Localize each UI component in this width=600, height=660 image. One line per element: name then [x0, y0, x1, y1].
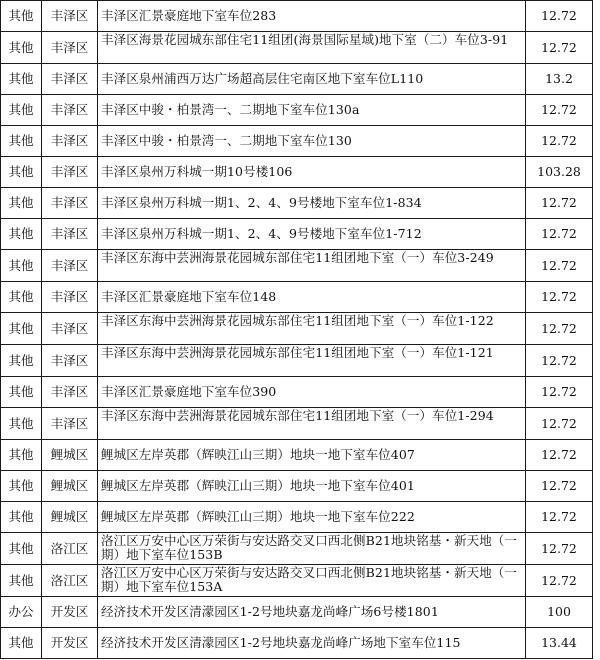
address-cell: 洛江区万安中心区万荣街与安达路交叉口西北侧B21地块铭基・新天地（一期）地下室车位153B	[98, 533, 526, 565]
district-cell: 洛江区	[42, 565, 98, 597]
district-cell: 丰泽区	[42, 188, 98, 219]
address-cell: 洛江区万安中心区万荣街与安达路交叉口西北侧B21地块铭基・新天地（一期）地下室车位153A	[98, 565, 526, 597]
area-cell: 13.2	[526, 64, 593, 95]
table-row	[1, 188, 593, 219]
area-cell: 12.72	[526, 1, 593, 32]
address-cell: 丰泽区泉州万科城一期1、2、4、9号楼地下室车位1-712	[98, 219, 526, 250]
table-row	[1, 95, 593, 126]
district-cell: 丰泽区	[42, 1, 98, 32]
district-cell: 鲤城区	[42, 440, 98, 471]
area-cell: 12.72	[526, 282, 593, 313]
type-cell: 其他	[1, 440, 42, 471]
area-cell: 12.72	[526, 565, 593, 597]
type-cell: 其他	[1, 95, 42, 126]
table-row	[1, 471, 593, 502]
area-cell: 12.72	[526, 377, 593, 408]
table-row	[1, 440, 593, 471]
area-cell: 12.72	[526, 313, 593, 345]
type-cell: 其他	[1, 377, 42, 408]
type-cell: 其他	[1, 313, 42, 345]
area-cell: 12.72	[526, 250, 593, 282]
address-cell: 丰泽区泉州浦西万达广场超高层住宅南区地下室车位L110	[98, 64, 526, 95]
area-cell: 12.72	[526, 32, 593, 64]
address-cell: 丰泽区东海中芸洲海景花园城东部住宅11组团地下室（一）车位1-121	[98, 345, 526, 377]
address-cell: 经济技术开发区清濛园区1-2号地块嘉龙尚峰广场6号楼1801	[98, 597, 526, 628]
table-row	[1, 250, 593, 282]
address-cell: 丰泽区泉州万科城一期10号楼106	[98, 157, 526, 188]
table-row	[1, 313, 593, 345]
table-row	[1, 157, 593, 188]
address-cell: 丰泽区汇景豪庭地下室车位390	[98, 377, 526, 408]
area-cell: 12.72	[526, 345, 593, 377]
table-row	[1, 345, 593, 377]
type-cell: 其他	[1, 471, 42, 502]
address-cell: 丰泽区东海中芸洲海景花园城东部住宅11组团地下室（一）车位1-122	[98, 313, 526, 345]
area-cell: 12.72	[526, 126, 593, 157]
type-cell: 其他	[1, 64, 42, 95]
area-cell: 103.28	[526, 157, 593, 188]
district-cell: 洛江区	[42, 533, 98, 565]
area-cell: 12.72	[526, 95, 593, 126]
address-cell: 丰泽区东海中芸洲海景花园城东部住宅11组团地下室（一）车位1-294	[98, 408, 526, 440]
table-row	[1, 219, 593, 250]
type-cell: 办公	[1, 597, 42, 628]
type-cell: 其他	[1, 628, 42, 659]
type-cell: 其他	[1, 188, 42, 219]
table-row	[1, 408, 593, 440]
address-cell: 丰泽区汇景豪庭地下室车位283	[98, 1, 526, 32]
district-cell: 丰泽区	[42, 282, 98, 313]
district-cell: 鲤城区	[42, 471, 98, 502]
table-row	[1, 32, 593, 64]
type-cell: 其他	[1, 565, 42, 597]
area-cell: 12.72	[526, 188, 593, 219]
area-cell: 12.72	[526, 440, 593, 471]
address-cell: 丰泽区中骏・柏景湾一、二期地下室车位130a	[98, 95, 526, 126]
area-cell: 12.72	[526, 408, 593, 440]
district-cell: 丰泽区	[42, 345, 98, 377]
table-row	[1, 628, 593, 659]
type-cell: 其他	[1, 345, 42, 377]
address-cell: 丰泽区东海中芸洲海景花园城东部住宅11组团地下室（一）车位3-249	[98, 250, 526, 282]
district-cell: 丰泽区	[42, 64, 98, 95]
type-cell: 其他	[1, 1, 42, 32]
district-cell: 丰泽区	[42, 219, 98, 250]
table-row	[1, 282, 593, 313]
table-row	[1, 377, 593, 408]
district-cell: 丰泽区	[42, 32, 98, 64]
type-cell: 其他	[1, 408, 42, 440]
district-cell: 开发区	[42, 628, 98, 659]
type-cell: 其他	[1, 126, 42, 157]
type-cell: 其他	[1, 157, 42, 188]
table-row	[1, 64, 593, 95]
district-cell: 鲤城区	[42, 502, 98, 533]
district-cell: 丰泽区	[42, 95, 98, 126]
type-cell: 其他	[1, 282, 42, 313]
address-cell: 丰泽区海景花园城东部住宅11组团(海景国际星域)地下室（二）车位3-91	[98, 32, 526, 64]
address-cell: 经济技术开发区清濛园区1-2号地块嘉龙尚峰广场地下室车位115	[98, 628, 526, 659]
district-cell: 丰泽区	[42, 126, 98, 157]
address-cell: 丰泽区中骏・柏景湾一、二期地下室车位130	[98, 126, 526, 157]
table-row	[1, 565, 593, 597]
district-cell: 丰泽区	[42, 377, 98, 408]
address-cell: 鲤城区左岸英郡（辉映江山三期）地块一地下室车位401	[98, 471, 526, 502]
address-cell: 丰泽区泉州万科城一期1、2、4、9号楼地下室车位1-834	[98, 188, 526, 219]
district-cell: 丰泽区	[42, 157, 98, 188]
address-cell: 鲤城区左岸英郡（辉映江山三期）地块一地下室车位222	[98, 502, 526, 533]
district-cell: 丰泽区	[42, 408, 98, 440]
area-cell: 13.44	[526, 628, 593, 659]
area-cell: 12.72	[526, 533, 593, 565]
table-row	[1, 533, 593, 565]
type-cell: 其他	[1, 32, 42, 64]
type-cell: 其他	[1, 533, 42, 565]
district-cell: 丰泽区	[42, 313, 98, 345]
table-row	[1, 502, 593, 533]
table-row	[1, 597, 593, 628]
district-cell: 丰泽区	[42, 250, 98, 282]
table-row	[1, 126, 593, 157]
type-cell: 其他	[1, 219, 42, 250]
area-cell: 12.72	[526, 219, 593, 250]
area-cell: 12.72	[526, 471, 593, 502]
address-cell: 鲤城区左岸英郡（辉映江山三期）地块一地下室车位407	[98, 440, 526, 471]
type-cell: 其他	[1, 250, 42, 282]
type-cell: 其他	[1, 502, 42, 533]
area-cell: 12.72	[526, 502, 593, 533]
address-cell: 丰泽区汇景豪庭地下室车位148	[98, 282, 526, 313]
table-row	[1, 1, 593, 32]
area-cell: 100	[526, 597, 593, 628]
district-cell: 开发区	[42, 597, 98, 628]
